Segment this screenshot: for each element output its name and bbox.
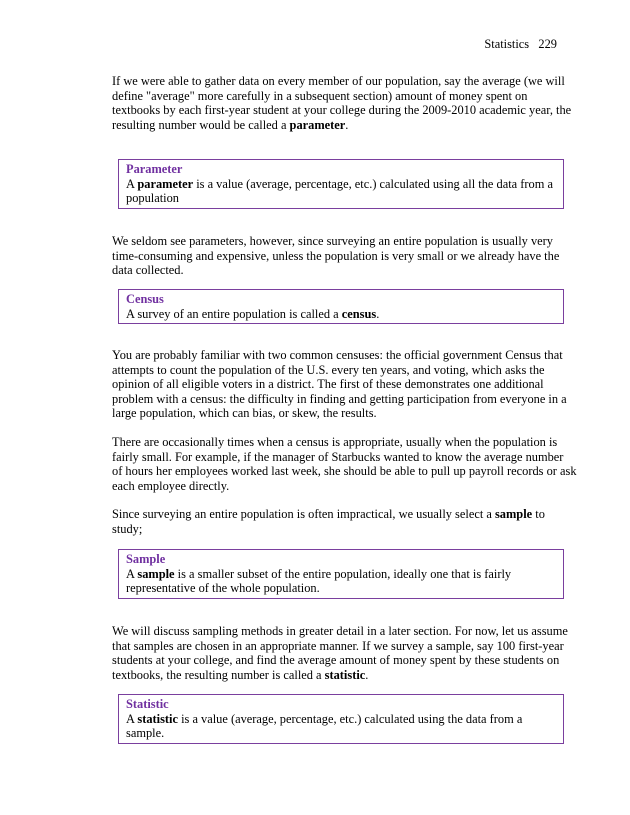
text-line: We seldom see parameters, however, since surveying an entire population is usually very — [112, 234, 553, 248]
definition-title: Census — [126, 292, 164, 306]
text-line: that samples are chosen in an appropriate manner. If we survey a sample, say 100 first-year — [112, 638, 564, 653]
definition-box-census — [118, 289, 564, 324]
text-line: There are occasionally times when a census is appropriate, usually when the population is — [112, 435, 558, 449]
text-line: resulting number would be called a parameter. — [112, 117, 349, 132]
page-header — [484, 37, 557, 52]
definition-text: A sample is a smaller subset of the entire population, ideally one that is fairly — [126, 566, 512, 581]
text-line: large population, which can bias, or skew, the results. — [112, 406, 377, 421]
text-line: students at your college, and find the average amount of money spent by these students on — [112, 653, 560, 668]
definition-title: Statistic — [126, 697, 169, 711]
term-parameter: parameter — [289, 117, 346, 132]
text-line: opinion of all eligible voters in a district. The first of these demonstrates one additional — [112, 377, 544, 392]
text-line: If we were able to gather data on every member of our population, say the average (we will — [112, 74, 565, 88]
text-line: study; — [112, 521, 143, 536]
text-line: textbooks by each first-year student at your college during the 2009-2010 academic year, the — [112, 103, 572, 118]
term-sample: sample — [494, 507, 533, 521]
definition-text: A survey of an entire population is called a census. — [126, 306, 380, 321]
definition-box-parameter — [118, 159, 564, 209]
definition-text: A parameter is a value (average, percentage, etc.) calculated using all the data from a — [126, 176, 553, 191]
text-line: problem with a census: the difficulty in finding and getting participation from everyone in a — [112, 391, 567, 406]
text-line: attempts to count the population of the U.S. every ten years, and voting, which asks the — [112, 362, 545, 377]
definition-box-sample — [118, 549, 564, 599]
text-line: We will discuss sampling methods in greater detail in a later section. For now, let us assume — [112, 624, 568, 638]
text-line: textbooks, the resulting number is called a statistic. — [112, 667, 369, 682]
definition-title: Sample — [126, 552, 166, 566]
paragraph-parameters-rare — [112, 234, 572, 278]
header-section: Statistics — [484, 37, 530, 51]
paragraph-censuses — [112, 348, 572, 421]
paragraph-parameter-intro — [112, 74, 572, 132]
text-line: fairly small. For example, if the manager of Starbucks wanted to know the average number — [112, 449, 564, 464]
text-line: of hours her employees worked last week, she should be able to pull up payroll records or ask — [112, 464, 577, 479]
text-line: You are probably familiar with two common censuses: the official government Census that — [112, 348, 563, 362]
definition-title: Parameter — [126, 162, 183, 176]
page-number: 229 — [538, 37, 557, 51]
definition-text: representative of the whole population. — [126, 581, 320, 596]
term-statistic: statistic — [324, 667, 366, 682]
paragraph-sample-intro — [112, 507, 572, 536]
text-line: data collected. — [112, 263, 184, 278]
text-line: each employee directly. — [112, 478, 230, 493]
paragraph-census-appropriate — [112, 435, 577, 493]
text-line: Since surveying an entire population is often impractical, we usually select a sample to — [112, 507, 545, 521]
paragraph-sampling-methods — [112, 624, 572, 682]
text-line: define "average" more carefully in a subsequent section) amount of money spent on — [112, 88, 528, 103]
definition-text: population — [126, 191, 179, 206]
definition-box-statistic — [118, 694, 564, 744]
definition-text: sample. — [126, 726, 165, 741]
definition-text: A statistic is a value (average, percentage, etc.) calculated using the data from a — [126, 711, 523, 726]
text-line: time-consuming and expensive, unless the population is very small or we already have the — [112, 248, 560, 263]
